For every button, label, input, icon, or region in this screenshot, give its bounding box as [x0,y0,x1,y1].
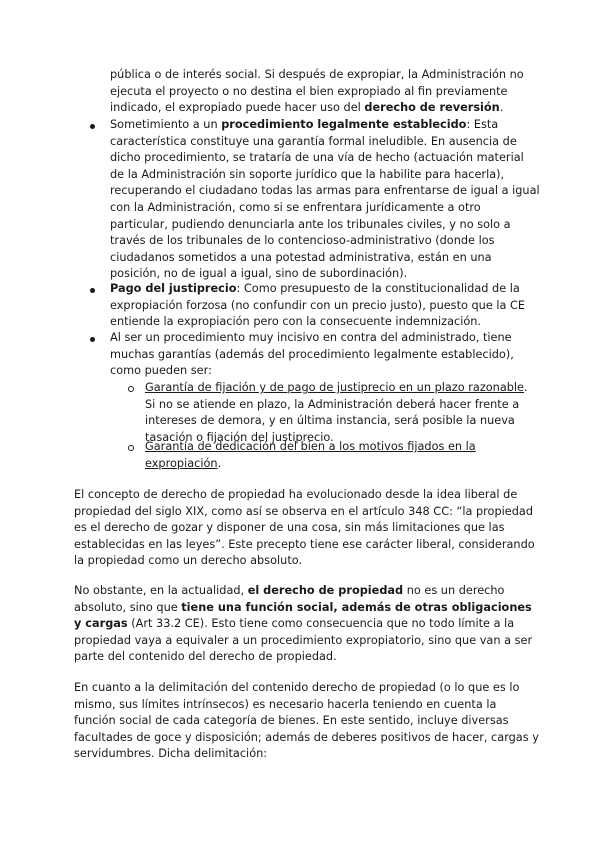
body-paragraph: El concepto de derecho de propiedad ha evolucionado desde la idea liberal de propiedad del siglo XIX, como así se observa en el artículo 348 CC: “la propiedad es el derecho de gozar y disponer de una cosa, sin más limitaciones que las establecidas en las leyes”. Este precepto tiene ese carácter liberal, considerando la propiedad como un derecho absoluto. [74,488,535,568]
underlined-term: Garantía de fijación y de pago de justiprecio en un plazo razonable [145,381,525,394]
bold-term: Pago del justiprecio [110,282,237,295]
bold-term: tiene una función social, además de otras obligaciones y cargas [74,600,532,631]
underlined-term: Garantía de dedicación del bien a los motivos fijados en la expropiación [145,440,476,470]
bullet-icon [90,288,95,293]
bold-term: procedimiento legalmente establecido [221,118,467,131]
body-paragraph: No obstante, en la actualidad, el derecho de propiedad no es un derecho absoluto, sino que tiene una función social, además de otras obligaciones y cargas (Art 33.2 CE). Esto tiene como consecuencia que no todo límite a la propiedad vaya a equivaler a un procedimiento expropiatorio, sino que van a ser parte del contenido del derecho de propiedad. [74,584,533,664]
list-item: Sometimiento a un procedimiento legalmente establecido: Esta característica constituye una garantía formal ineludible. En ausencia de dicho procedimiento, se trataría de una vía de hecho (actuación material de la Administración sin soporte jurídico que la habilite para hacerla), recuperando el ciudadano todas las armas para enfrentarse de igual a igual con la Administración, como si se enfrentara jurídicamente a otro particular, pudiendo denunciarla ante los tribunales civiles, y no solo a través de los tribunales de lo contencioso-administrativo (donde los ciudadanos sometidos a una potestad administrativa, están en una posición, no de igual a igual, sino de subordinación). [110,117,540,283]
sub-list-item: Garantía de dedicación del bien a los motivos fijados en la expropiación. [145,439,540,472]
continuation-paragraph: pública o de interés social. Si después de expropiar, la Administración no ejecuta el proyecto o no destina el bien expropiado al fin previamente indicado, el expropiado puede hacer uso del derecho de reversión. [110,68,524,115]
bullet-icon [90,337,95,342]
sub-list-item: Garantía de fijación y de pago de justiprecio en un plazo razonable. Si no se atiende en plazo, la Administración deberá hacer frente a intereses de demora, y en última instancia, será posible la nueva tasación o fijación del justiprecio. [145,380,540,446]
hollow-bullet-icon [128,386,134,392]
body-paragraph: En cuanto a la delimitación del contenido derecho de propiedad (o lo que es lo mismo, sus límites intrínsecos) es necesario hacerla teniendo en cuenta la función social de cada categoría de bienes. En este sentido, incluye diversas facultades de goce y disposición; además de deberes positivos de hacer, cargas y servidumbres. Dicha delimitación: [74,681,539,761]
list-item: Al ser un procedimiento muy incisivo en contra del administrado, tiene muchas garantías (además del procedimiento legalmente establecido), como pueden ser: [110,330,540,380]
hollow-bullet-icon [128,445,134,451]
bullet-icon [90,124,95,129]
bold-term: derecho de reversión [364,101,500,115]
bold-term: el derecho de propiedad [247,584,404,597]
list-item: Pago del justiprecio: Como presupuesto de la constitucionalidad de la expropiación forzosa (no confundir con un precio justo), puesto que la CE entiende la expropiación pero con la consecuente indemnización. [110,281,540,331]
